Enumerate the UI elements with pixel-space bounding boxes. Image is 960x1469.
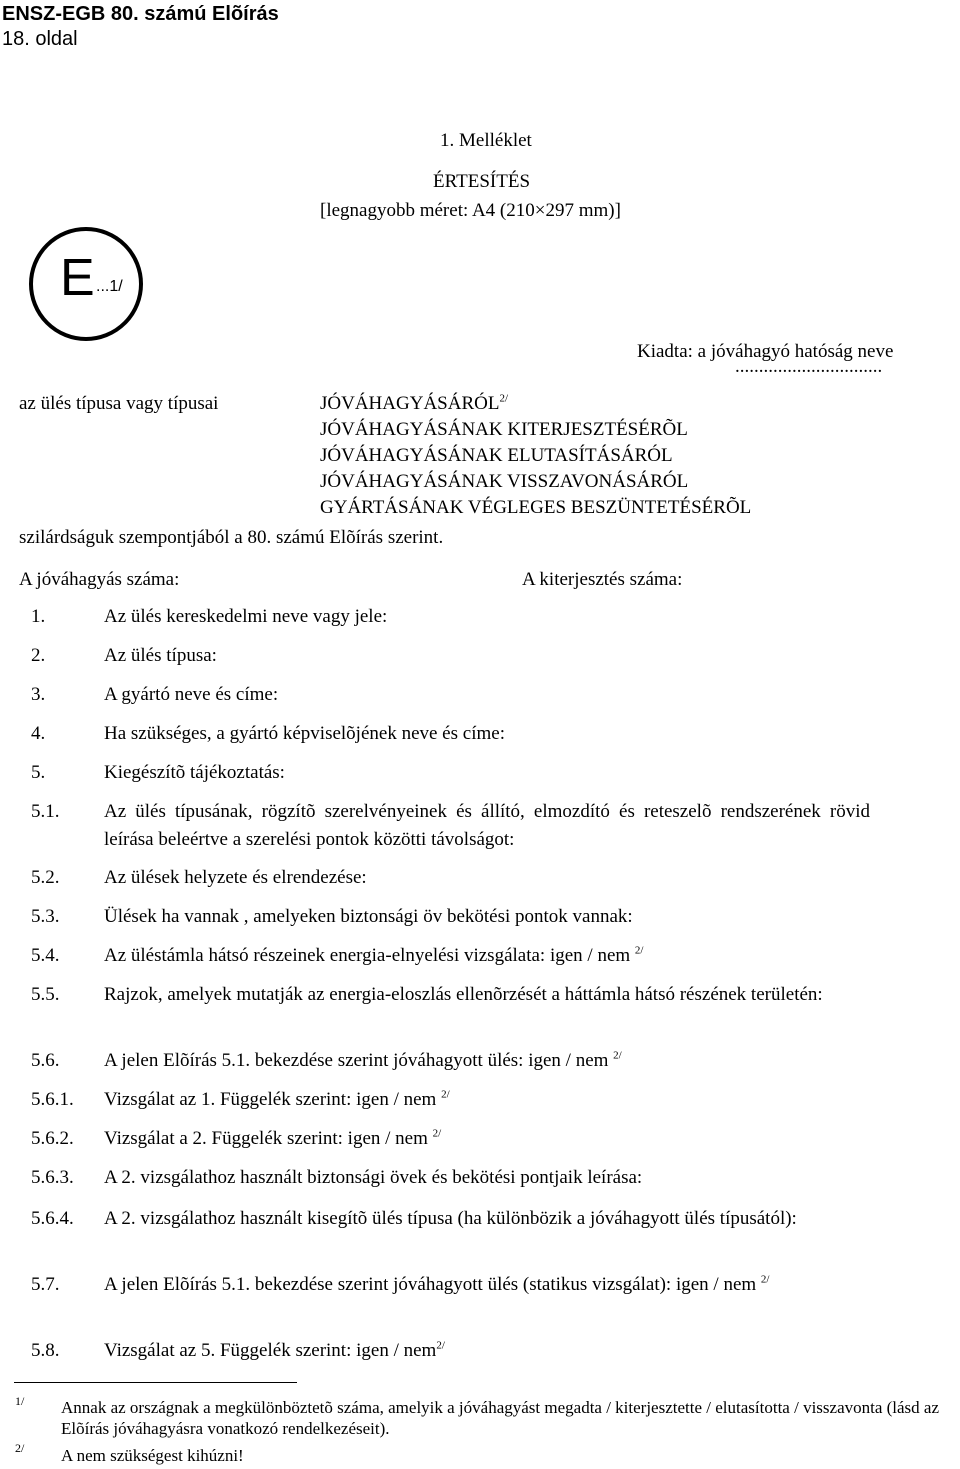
list-item: 5.6.4. A 2. vizsgálathoz használt kisegítõ ülés típusa (ha különbözik a jóváhagyott ülés típusától): [31,1208,797,1229]
footnote-mark: 1/ [15,1394,25,1408]
size-note: [legnagyobb méret: A4 (210×297 mm)] [320,200,621,221]
option-withdrawal: JÓVÁHAGYÁSÁNAK VISSZAVONÁSÁRÓL [320,471,689,492]
issuer-dots: ............................... [735,356,883,377]
option-approval: $JÓVÁHAGYÁSÁRÓL^{2/}$ [320,392,509,414]
page-number: 18. oldal [2,28,78,50]
footnote-text: A nem szükségest kihúzni! [61,1446,244,1465]
footnote-text: Annak az országnak a megkülönböztetõ száma, amelyik a jóváhagyást megadta / kiterjesztette / elutasította / visszavonta (lásd az Elõírás jóváhagyásra vonatkozó rendelkezéseit). [61,1398,940,1438]
footnote-mark: 2/ [15,1441,25,1455]
document-title: ENSZ-EGB 80. számú Elõírás [2,3,279,25]
footnote-separator [14,1382,297,1383]
seat-type-label: az ülés típusa vagy típusai [19,393,219,414]
annex-label: 1. Melléklet [440,130,532,151]
regulation-reference: szilárdságuk szempontjából a 80. számú Elõírás szerint. [19,527,444,548]
issuer-label: Kiadta: a jóváhagyó hatóság neve [637,341,894,362]
list-item: 5.1. Az ülés típusának, rögzítõ szerelvényeinek és állító, elmozdító és reteszelõ rendszerének rövid leírása beleértve a szerelési pontok közötti távolságot: [31,801,870,850]
option-discontinued: GYÁRTÁSÁNAK VÉGLEGES BESZÜNTETÉSÉRÕL [320,497,752,518]
extension-number-label: A kiterjesztés száma: [522,569,683,590]
list-item: 5.7. A jelen Elõírás 5.1. bekezdése szerint jóváhagyott ülés (statikus vizsgálat): igen / nem $^{2/}$ [31,1273,770,1295]
option-refusal: JÓVÁHAGYÁSÁNAK ELUTASÍTÁSÁRÓL [320,445,673,466]
approval-mark-letter: E [60,249,95,307]
approval-number-label: A jóváhagyás száma: [19,569,180,590]
notification-title: ÉRTESÍTÉS [433,171,531,192]
approval-mark-suffix: ...1/ [96,278,123,295]
list-item: 5.5. Rajzok, amelyek mutatják az energia-eloszlás ellenõrzését a háttámla hátsó részének területén: [31,984,823,1005]
option-extension: JÓVÁHAGYÁSÁNAK KITERJESZTÉSÉRÕL [320,419,688,440]
